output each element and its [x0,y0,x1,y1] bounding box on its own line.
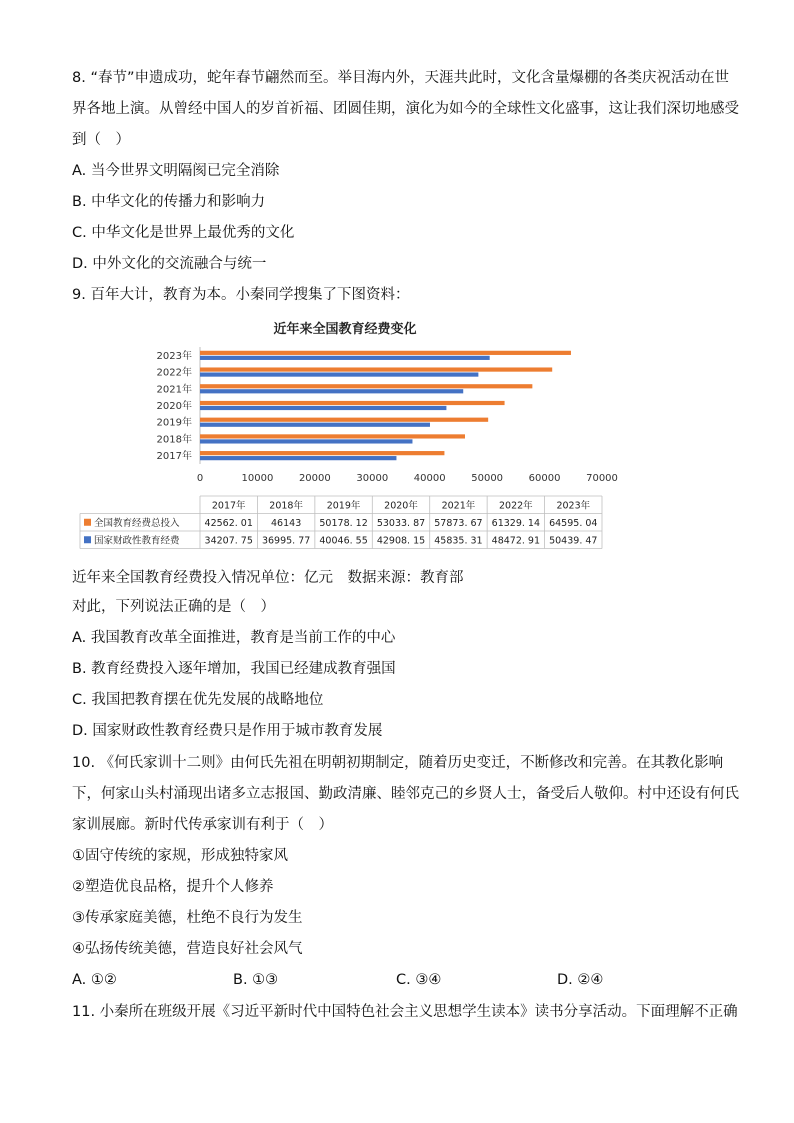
table-header-cell: 2021年 [441,500,476,512]
q10-stem-line-2: 下，何家山头村涌现出诸多立志报国、勤政清廉、睦邻克己的乡贤人士，备受后人敬仰。村中还设有何氏 [72,786,739,802]
q10-option-d: D. ②④ [557,972,604,988]
bar-fiscal-2018年 [200,439,412,443]
x-tick-label: 40000 [413,473,446,484]
bar-total-2023年 [200,351,571,355]
q9-option-c: C. 我国把教育摆在优先发展的战略地位 [72,692,324,708]
q10-option-c: C. ③④ [396,972,442,988]
q9-option-a: A. 我国教育改革全面推进，教育是当前工作的中心 [72,630,396,646]
table-value-cell: 48472. 91 [491,535,541,547]
bar-total-2021年 [200,384,532,388]
q9-option-b: B. 教育经费投入逐年增加，我国已经建成教育强国 [72,661,396,677]
table-value-cell: 50439. 47 [549,535,598,547]
q10-stem-line-3: 家训展廊。新时代传承家训有利于（ ） [72,817,333,833]
table-value-cell: 61329. 14 [491,517,541,529]
q8-option-a: A. 当今世界文明隔阂已完全消除 [72,163,280,179]
bar-total-2018年 [200,434,465,438]
bar-total-2019年 [200,418,488,422]
chart-title: 近年来全国教育经费变化 [273,322,417,337]
table-value-cell: 50178. 12 [319,517,368,529]
q8-option-b: B. 中华文化的传播力和影响力 [72,194,266,210]
category-label: 2020年 [156,401,192,412]
table-header-cell: 2018年 [269,500,303,512]
table-value-cell: 45835. 31 [434,535,483,547]
q10-item-4: ④弘扬传统美德，营造良好社会风气 [72,941,303,957]
table-value-cell: 64595. 04 [549,517,598,529]
category-label: 2021年 [156,384,192,396]
bar-fiscal-2022年 [200,372,478,376]
q11-stem-line-1: 11. 小秦所在班级开展《习近平新时代中国特色社会主义思想学生读本》读书分享活动。下面理解不正确 [72,1004,738,1020]
bar-fiscal-2023年 [200,356,490,360]
table-value-cell: 46143 [271,517,302,529]
x-tick-label: 20000 [298,473,331,484]
table-value-cell: 34207. 75 [204,535,253,547]
category-label: 2019年 [156,417,192,429]
x-tick-label: 30000 [356,473,389,484]
q8-stem-line-3: 到（ ） [72,132,130,148]
legend-swatch [84,519,91,526]
bar-total-2020年 [200,401,505,405]
q8-stem-line-1: 8. “春节”申遗成功，蛇年春节翩然而至。举目海内外，天涯共此时，文化含量爆棚的各类庆祝活动在世 [72,70,729,86]
bar-total-2017年 [200,451,444,455]
q10-item-1: ①固守传统的家规，形成独特家风 [72,848,288,864]
x-tick-label: 10000 [241,473,274,484]
table-value-cell: 40046. 55 [319,535,368,547]
table-header-cell: 2022年 [499,500,533,512]
bar-fiscal-2021年 [200,389,463,393]
table-header-cell: 2020年 [384,500,418,512]
category-label: 2022年 [156,367,192,379]
q9-stem: 9. 百年大计，教育为本。小秦同学搜集了下图资料： [72,287,410,303]
q10-item-3: ③传承家庭美德，杜绝不良行为发生 [72,910,303,926]
table-value-cell: 57873. 67 [434,517,483,529]
q10-option-b: B. ①③ [233,972,279,988]
q9-chart-caption: 近年来全国教育经费投入情况单位：亿元 数据来源：教育部 [72,570,464,586]
q10-option-a: A. ①② [72,972,117,988]
table-header-cell: 2017年 [211,500,246,512]
table-header-cell: 2019年 [326,500,361,512]
table-header-cell: 2023年 [556,500,591,512]
bar-fiscal-2019年 [200,423,430,427]
table-value-cell: 36995. 77 [261,535,311,547]
table-value-cell: 42908. 15 [376,535,426,547]
bar-fiscal-2017年 [200,456,396,460]
q9-option-d: D. 国家财政性教育经费只是作用于城市教育发展 [72,723,383,739]
q10-stem-line-1: 10. 《何氏家训十二则》由何氏先祖在明朝初期制定，随着历史变迁，不断修改和完善。在其教化影响 [72,755,724,771]
q9-prompt: 对此，下列说法正确的是（ ） [72,599,275,615]
bar-total-2022年 [200,367,552,371]
bar-fiscal-2020年 [200,406,446,410]
q10-item-2: ②塑造优良品格，提升个人修养 [72,879,274,895]
legend-swatch [84,536,91,543]
category-label: 2017年 [156,451,192,463]
legend-series-name: 国家财政性教育经费 [94,535,180,547]
x-tick-label: 70000 [586,473,618,484]
category-label: 2018年 [156,434,192,446]
table-value-cell: 42562. 01 [204,517,253,529]
x-tick-label: 60000 [528,473,561,484]
q8-stem-line-2: 界各地上演。从曾经中国人的岁首祈福、团圆佳期，演化为如今的全球性文化盛事，这让我们深切地感受 [72,101,739,117]
category-label: 2023年 [156,350,192,362]
x-tick-label: 50000 [471,473,504,484]
legend-series-name: 全国教育经费总投入 [94,517,180,529]
q8-option-c: C. 中华文化是世界上最优秀的文化 [72,225,295,241]
x-tick-label: 0 [196,473,204,484]
q8-option-d: D. 中外文化的交流融合与统一 [72,256,267,272]
education-funding-chart [70,312,618,552]
table-value-cell: 53033. 87 [376,517,426,529]
